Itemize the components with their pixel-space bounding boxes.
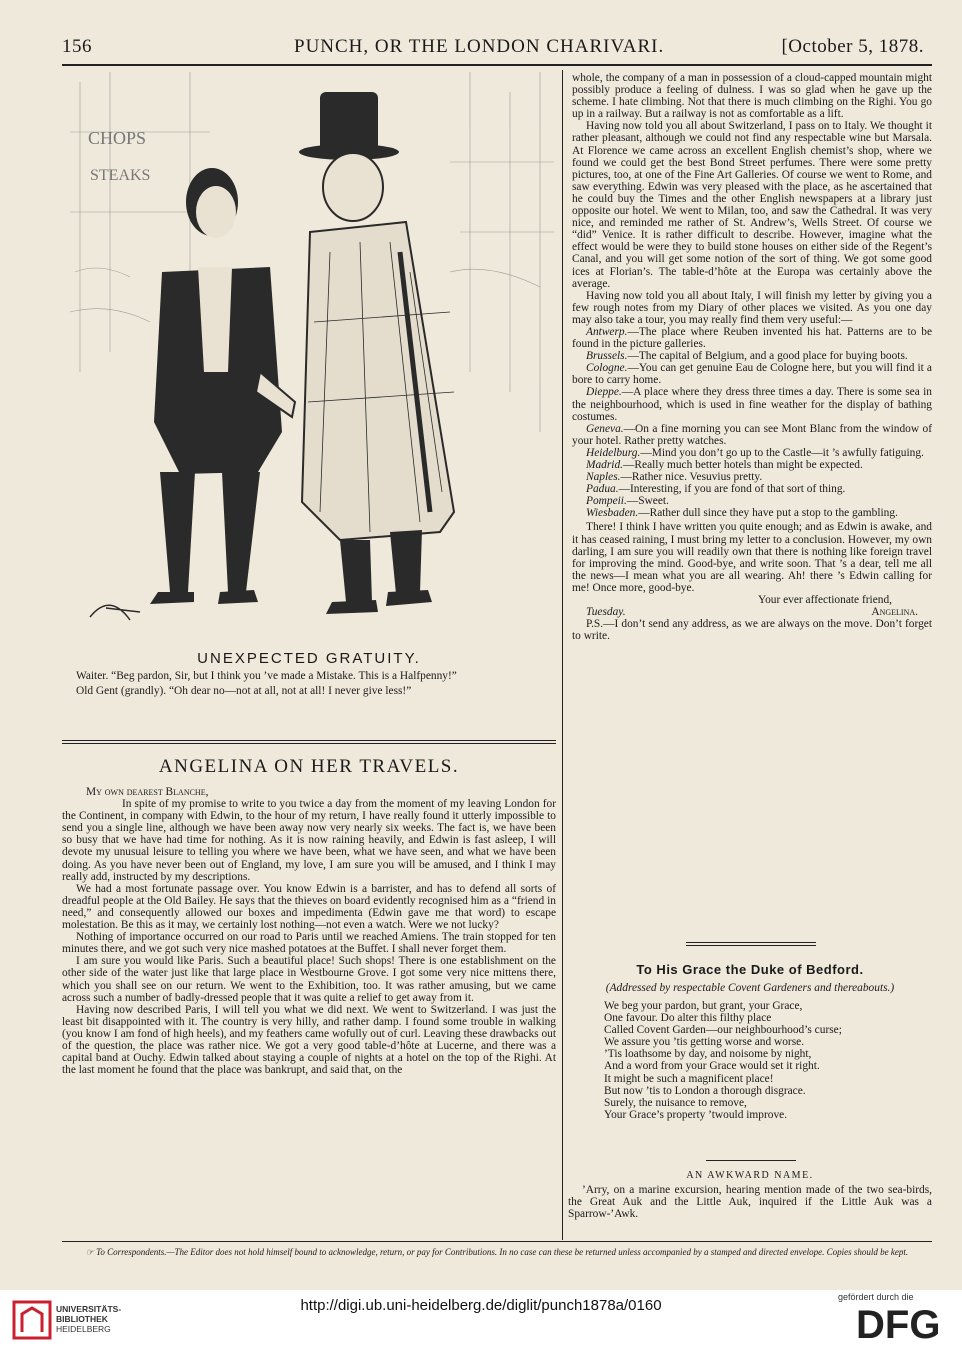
- svg-text:CHOPS: CHOPS: [88, 128, 147, 148]
- cartoon-line-waiter: Waiter. “Beg pardon, Sir, but I think you ’ve made a Mistake. This is a Halfpenny!”: [76, 670, 457, 682]
- poem-line: One favour. Do alter this filthy place: [604, 1012, 772, 1025]
- diary-text: —On a fine morning you can see Mont Blanc from the window of your hotel. Rather pretty watches.: [572, 422, 932, 447]
- page-header: [62, 34, 924, 62]
- publication-title: PUNCH, OR THE LONDON CHARIVARI.: [294, 36, 665, 57]
- library-name-line: HEIDELBERG: [56, 1324, 111, 1334]
- short-rule: [686, 942, 816, 943]
- poem-line: ’Tis loathsome by day, and noisome by night,: [604, 1048, 812, 1061]
- diary-entry: [572, 471, 932, 483]
- diary-entry: [572, 350, 932, 362]
- dfg-logo-text: DFG: [856, 1303, 941, 1342]
- poem-line: Called Covent Garden—our neighbourhood’s curse;: [604, 1024, 842, 1037]
- article-paragraph: whole, the company of a man in possession of a cloud-capped mountain might possibly produce a feeling of dulness. I was so glad when he gave up the scheme. I hate climbing. Not that there is much climbing on the Righi. You go up in a railway. But a railway is not as comfortable as a lift.: [572, 72, 932, 121]
- diary-text: —Mind you don’t go up to the Castle—it ’s awfully fatiguing.: [640, 446, 924, 459]
- article-paragraph: We had a most fortunate passage over. You know Edwin is a barrister, and has to defend all sorts of dreadful people at the Old Bailey. He says that the thieves on board evidently recognised him as a “friend in need,” and consequently allowed our boxes and impedimenta (Edwin gave me that word) to escape molestation. Be this as it may, we certainly lost nothing—not even a watch. Were we not lucky?: [62, 882, 556, 932]
- svg-text:STEAKS: STEAKS: [90, 167, 151, 184]
- article-heading: ANGELINA ON HER TRAVELS.: [158, 756, 460, 777]
- library-name-line: BIBLIOTHEK: [56, 1314, 108, 1324]
- article-left-column: [62, 786, 556, 1076]
- signoff: Your ever affectionate friend,: [757, 594, 892, 607]
- poem-line: Your Grace’s property ’twould improve.: [604, 1108, 788, 1121]
- diary-text: —Rather dull since they have put a stop to the gambling.: [638, 507, 898, 520]
- cartoon-title: UNEXPECTED GRATUITY.: [197, 650, 421, 667]
- short-rule-2: [686, 945, 816, 946]
- source-url-link[interactable]: http://digi.ub.uni-heidelberg.de/diglit/punch1878a/0160: [300, 1297, 662, 1314]
- diary-place: Geneva.: [586, 422, 624, 435]
- diary-text: —The capital of Belgium, and a good place for buying boots.: [627, 350, 908, 363]
- poem-title: To His Grace the Duke of Bedford.: [636, 962, 864, 977]
- article-paragraph: Nothing of importance occurred on our road to Paris until we reached Amiens. The train stopped for ten minutes there, and we got such very nice mashed potatoes at the Buffet. I shall never forget them.: [62, 931, 556, 956]
- short-rule-3: [706, 1160, 796, 1161]
- diary-text: —You can get genuine Eau de Cologne here, but you will find it a bore to carry home.: [572, 362, 932, 387]
- poem-line: We beg your pardon, but grant, your Grace,: [604, 1000, 803, 1012]
- poem-line: But now ’tis to London a thorough disgrace.: [604, 1084, 806, 1097]
- section-rule: [62, 740, 556, 741]
- article-paragraph: I am sure you would like Paris. Such a beautiful place! Such shops! There is one establishment on the other side of the water just like that large place in Westbourne Grove. I got some very nice mittens there, which you shall see on our return. We went to the Exhibition, too. It was rather amusing, but we came across such a number of badly-dressed people that it was quite a relief to get away from it.: [62, 955, 556, 1004]
- salutation: My own dearest Blanche,: [86, 786, 209, 798]
- article-paragraph: In spite of my promise to write to you twice a day from the moment of my leaving London for the Continent, in company with Edwin, to the hour of my return, I have really found it utterly impossible to send you a single line, although we have been away now very nearly six weeks. The fact is, we have been so busy that we have had time for nothing. As it is now raining heavily, and Edwin is fast asleep, I will devote my unusual leisure to telling you where we have been, what we have seen, and what we have been doing. As you have never been out of England, my love, I am sure you will be amused, and I think I may really add, instructed by my descriptions.: [62, 798, 556, 883]
- cartoon-dialogue: [62, 670, 556, 697]
- diary-entry: [572, 495, 932, 507]
- diary-entry: [572, 483, 932, 495]
- diary-text: —A place where they dress three times a day. There is some sea in the neighbourhood, which is used in fine weather for the display of bathing costumes.: [572, 386, 932, 423]
- diary-place: Antwerp.: [586, 325, 628, 338]
- diary-place: Madrid.: [586, 459, 624, 471]
- diary-entry: [572, 507, 932, 519]
- diary-entry: [572, 423, 932, 447]
- poem-subtitle: (Addressed by respectable Covent Gardeners and thereabouts.): [605, 982, 895, 994]
- diary-entry: [572, 386, 932, 422]
- diary-place: Naples.: [586, 471, 621, 484]
- dfg-logo-icon: [856, 1302, 950, 1342]
- poem-line: It might be such a magnificent place!: [604, 1072, 774, 1085]
- footer-rule: [62, 1241, 932, 1242]
- diary-entry: [572, 459, 932, 471]
- diary-text: —Rather nice. Vesuvius pretty.: [620, 471, 763, 484]
- cartoon-line-gent: Old Gent (grandly). “Oh dear no—not at all, not at all! I never give less!”: [76, 684, 412, 697]
- article-right-column: [572, 72, 932, 642]
- diary-place: Heidelburg.: [586, 446, 641, 459]
- awkward-text: ’Arry, on a marine excursion, hearing mention made of the two sea-birds, the Great Auk and the Little Auk, inquired if the Little Auk was a Sparrow-’Awk.: [568, 1184, 932, 1221]
- diary-place: Wiesbaden.: [586, 507, 639, 520]
- postscript: P.S.—I don’t send any address, as we are always on the move. Don’t forget to write.: [572, 618, 932, 643]
- header-rule: [62, 64, 932, 66]
- poem-line: We assure you ’tis getting worse and worse.: [604, 1036, 805, 1049]
- library-name-line: UNIVERSITÄTS-: [56, 1304, 122, 1314]
- signature-line: [572, 606, 932, 618]
- diary-place: Pompeii.: [586, 495, 627, 508]
- signature: Angelina.: [871, 606, 918, 619]
- awkward-title: AN AWKWARD NAME.: [686, 1170, 814, 1181]
- poem-line: And a word from your Grace would set it right.: [604, 1060, 820, 1073]
- letter-day: Tuesday.: [586, 606, 626, 619]
- diary-text: —The place where Reuben invented his hat. Patterns are to be found in the picture galleries.: [572, 325, 932, 351]
- diary-place: Dieppe.: [586, 386, 622, 399]
- column-divider: [562, 70, 563, 1240]
- article-paragraph: Having now told you all about Italy, I will finish my letter by giving you a few rough notes from my Diary of other places we visited. As you one day may also take a tour, you may really find them very useful:—: [572, 289, 932, 326]
- diary-entry: [572, 447, 932, 459]
- diary-place: Brussels.: [586, 350, 628, 363]
- poem-line: Surely, the nuisance to remove,: [604, 1096, 747, 1109]
- diary-text: —Interesting, if you are fond of that sort of thing.: [618, 483, 846, 496]
- page-number: 156: [62, 36, 92, 57]
- diary-place: Cologne.: [586, 362, 628, 375]
- diary-entry: [572, 362, 932, 386]
- article-paragraph: Having now described Paris, I will tell you what we did next. We went to Switzerland. I was just the least bit disappointed with it. The country is very hilly, and rather damp. I found some trouble in walking (you know I am fond of high heels), and my feathers came wofully out of curl. Leaving these drawbacks out of the question, the place was rather nice. We got a very good table-d’hôte at Lucerne, and there was a capital band at Ouchy. Edwin talked about staying a couple of nights at a hotel on the top of the Righi. At the last moment he found that the place was bankrupt, and said that, on the: [62, 1003, 556, 1077]
- closing-paragraph: There! I think I have written you quite enough; and as Edwin is awake, and it has ceased raining, I must bring my letter to a conclusion. However, my own darling, I am sure you will readily own that there is nothing like foreign travel for improving the mind. Good-bye, and write soon. That ’s a dear, tell me all the news—I mean what you are all wearing. Ah! there ’s Edwin calling for me! Once more, good-bye.: [572, 521, 932, 594]
- article-paragraph: Having now told you all about Switzerland, I pass on to Italy. We thought it rather pleasant, although we could not find any respectable wine but Marsala. At Florence we came across an excellent English chemist’s shop, where we found we could get the best Bond Street perfumes. There were some pretty pictures, too, at one of the Fine Art Galleries. Of course we went to Rome, and saw everything. Edwin was very pleased with the place, as he ascertained that he could buy the Times and the other English newspapers at a library just opposite our hotel. We went to Milan, too, and saw the Cathedral. It was very nice, and reminded me rather of St. Andrew’s, Wells Street. Of course we “did” Venice. It is rather difficult to describe. However, imagine what the effect would be were they to build stone houses on either side of the Regent’s Canal, and you will get some notion of the sort of thing. We got some good ices at Florian’s. The table-d’hôte at the Europa was certainly above the average.: [572, 120, 932, 290]
- diary-text: —Sweet.: [626, 495, 669, 508]
- section-rule-2: [62, 743, 556, 744]
- cartoon-illustration: [70, 72, 554, 640]
- diary-entry: [572, 326, 932, 350]
- correspondents-note: ☞ To Correspondents.—The Editor does not hold himself bound to acknowledge, return, or pay for Contributions. In no case can these be returned unless accompanied by a stamped and directed envelope. Copies should be kept.: [85, 1247, 909, 1257]
- issue-date: [October 5, 1878.: [781, 36, 924, 57]
- funded-by-label: gefördert durch die: [838, 1292, 914, 1302]
- diary-place: Padua.: [586, 483, 619, 496]
- poem-body: [604, 1000, 842, 1121]
- diary-text: —Really much better hotels than might be expected.: [623, 459, 863, 471]
